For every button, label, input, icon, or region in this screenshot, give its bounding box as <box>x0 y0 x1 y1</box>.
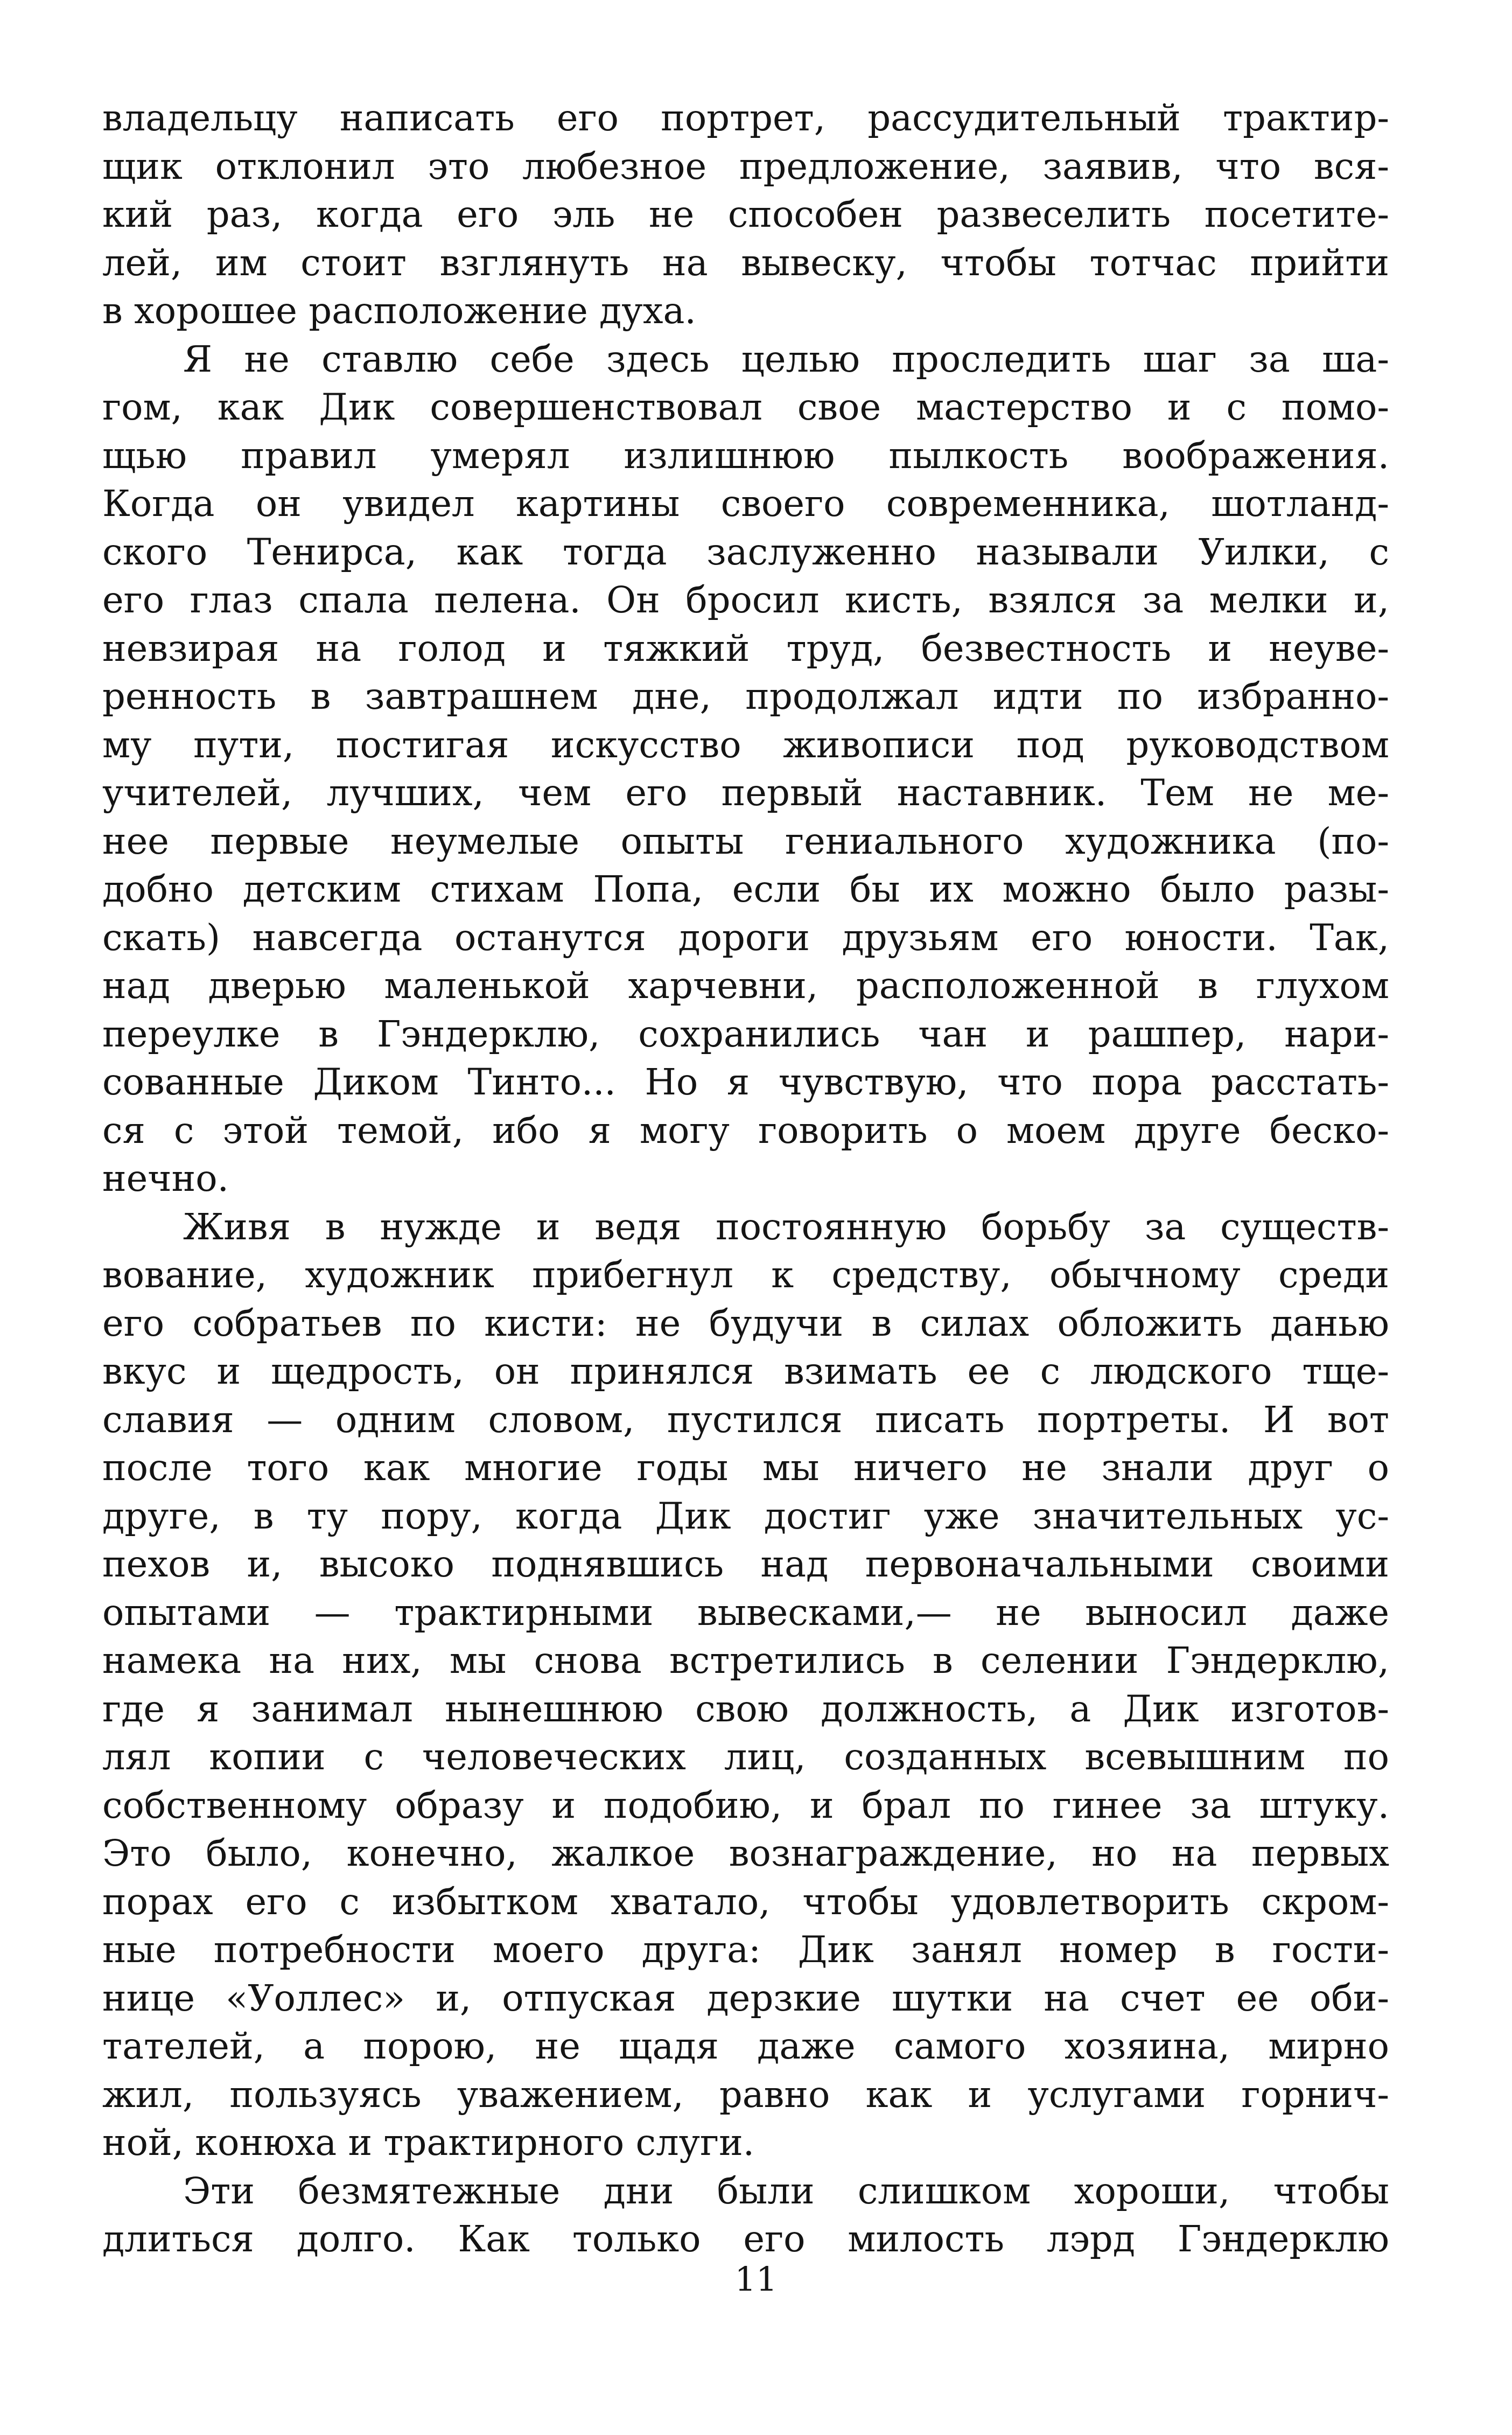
text-line: добно детским стихам Попа, если бы их можно было разы- <box>102 868 1389 910</box>
text-line: где я занимал нынешнюю свою должность, а Дик изготов- <box>102 1687 1389 1730</box>
text-line: переулке в Гэндерклю, сохранились чан и рашпер, нари- <box>102 1013 1389 1055</box>
text-line: нечно. <box>102 1157 229 1199</box>
text-line: учителей, лучших, чем его первый наставник. Тем не ме- <box>102 772 1389 814</box>
text-line: длиться долго. Как только его милость лэрд Гэндерклю <box>102 2218 1389 2260</box>
text-line: нее первые неумелые опыты гениального художника (по- <box>102 820 1389 862</box>
text-line: невзирая на голод и тяжкий труд, безвестность и неуве- <box>102 627 1389 669</box>
text-line: ского Тенирса, как тогда заслуженно называли Уилки, с <box>102 531 1389 573</box>
text-line: нице «Уоллес» и, отпуская дерзкие шутки на счет ее оби- <box>102 1977 1389 2019</box>
text-line: после того как многие годы мы ничего не знали друг о <box>102 1447 1389 1489</box>
text-line: скать) навсегда останутся дороги друзьям его юности. Так, <box>102 916 1389 959</box>
text-line: ные потребности моего друга: Дик занял номер в гости- <box>102 1929 1389 1971</box>
text-line: ся с этой темой, ибо я могу говорить о моем друге беско- <box>102 1109 1389 1152</box>
text-line: его собратьев по кисти: не будучи в силах обложить данью <box>102 1302 1389 1344</box>
text-line: му пути, постигая искусство живописи под руководством <box>102 723 1389 766</box>
text-line: опытами — трактирными вывесками,— не выносил даже <box>102 1591 1389 1634</box>
page-number: 11 <box>734 2259 778 2299</box>
paragraph-start-line: Эти безмятежные дни были слишком хороши, чтобы <box>183 2169 1389 2212</box>
text-line: щик отклонил это любезное предложение, заявив, что вся- <box>102 145 1389 187</box>
text-line: сованные Диком Тинто... Но я чувствую, что пора расстать- <box>102 1061 1389 1103</box>
text-line: кий раз, когда его эль не способен развеселить посетите- <box>102 193 1389 235</box>
text-line: собственному образу и подобию, и брал по гинее за штуку. <box>102 1784 1389 1826</box>
body-text <box>102 94 1389 2264</box>
text-line: славия — одним словом, пустился писать портреты. И вот <box>102 1398 1389 1441</box>
paragraph-start-line: Живя в нужде и ведя постоянную борьбу за существ- <box>183 1205 1389 1248</box>
text-line: владельцу написать его портрет, рассудительный трактир- <box>102 97 1389 139</box>
text-line: над дверью маленькой харчевни, расположенной в глухом <box>102 965 1389 1007</box>
text-line: Это было, конечно, жалкое вознаграждение, но на первых <box>102 1832 1389 1874</box>
text-line: пехов и, высоко поднявшись над первоначальными своими <box>102 1543 1389 1585</box>
text-line: щью правил умерял излишнюю пылкость воображения. <box>102 434 1389 477</box>
text-line: Когда он увидел картины своего современника, шотланд- <box>102 483 1389 525</box>
text-line: его глаз спала пелена. Он бросил кисть, взялся за мелки и, <box>102 579 1389 621</box>
text-line: порах его с избытком хватало, чтобы удовлетворить скром- <box>102 1880 1389 1923</box>
paragraph-start-line: Я не ставлю себе здесь целью проследить шаг за ша- <box>183 338 1389 380</box>
text-line: гом, как Дик совершенствовал свое мастерство и с помо- <box>102 386 1389 428</box>
text-line: ренность в завтрашнем дне, продолжал идти по избранно- <box>102 675 1389 717</box>
text-line: тателей, а порою, не щадя даже самого хозяина, мирно <box>102 2025 1389 2067</box>
text-line: вование, художник прибегнул к средству, обычному среди <box>102 1254 1389 1296</box>
text-line: в хорошее расположение духа. <box>102 290 696 332</box>
text-line: жил, пользуясь уважением, равно как и услугами горнич- <box>102 2073 1389 2116</box>
text-line: лей, им стоит взглянуть на вывеску, чтобы тотчас прийти <box>102 241 1389 284</box>
text-line: вкус и щедрость, он принялся взимать ее с людского тще- <box>102 1350 1389 1392</box>
text-line: друге, в ту пору, когда Дик достиг уже значительных ус- <box>102 1495 1389 1537</box>
text-line: ной, конюха и трактирного слуги. <box>102 2122 755 2164</box>
text-line: лял копии с человеческих лиц, созданных всевышним по <box>102 1736 1389 1778</box>
text-line: намека на них, мы снова встретились в селении Гэндерклю, <box>102 1639 1389 1682</box>
